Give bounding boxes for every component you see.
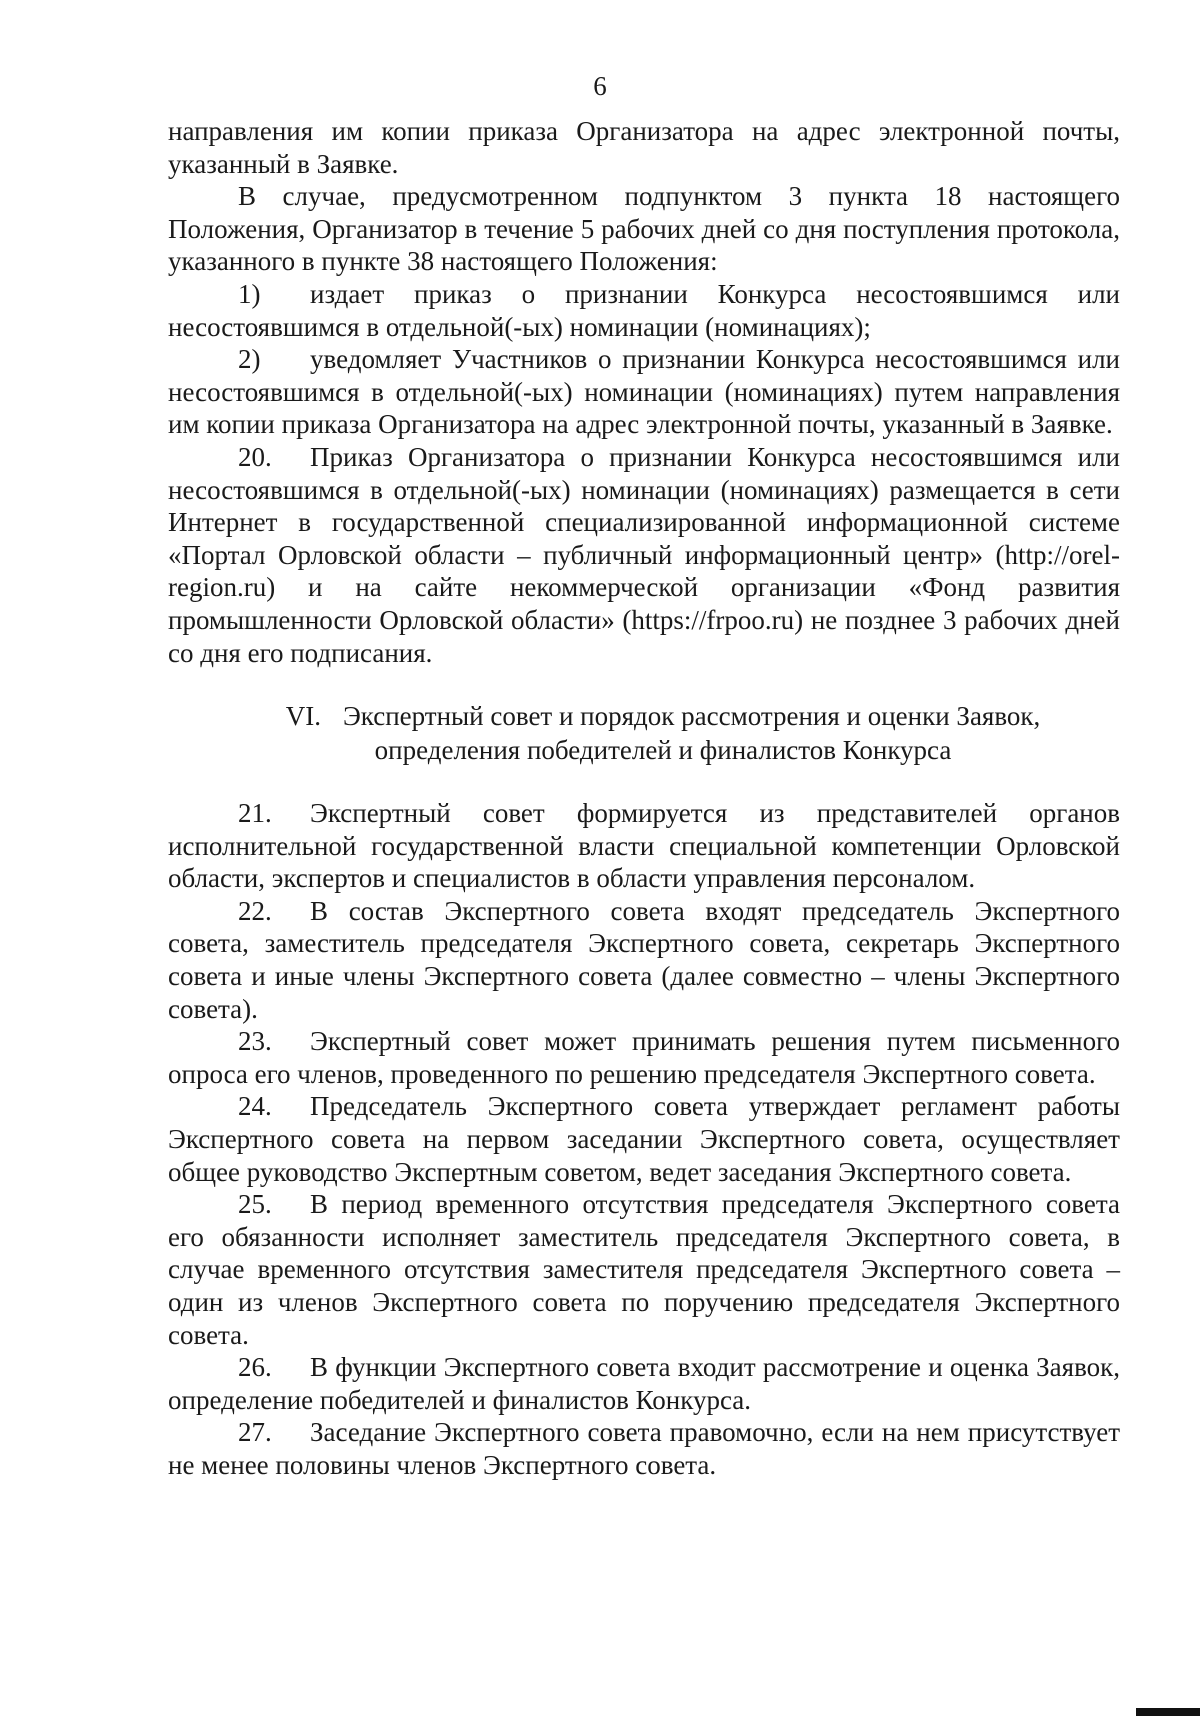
item-text: В период временного отсутствия председателя Экспертного совета его обязанности исполняет заместитель председателя Экспертного совета, в случае временного отсутствия заместителя председателя Экспертного совета – один из членов Экспертного совета по поручению председателя Экспертного совета. bbox=[168, 1189, 1120, 1350]
item-text: издает приказ о признании Конкурса несостоявшимся или несостоявшимся в отдельной(-ых) номинации (номинациях); bbox=[168, 278, 1120, 342]
list-item bbox=[168, 343, 1120, 441]
item-text: Экспертный совет может принимать решения путем письменного опроса его членов, проведенного по решению председателя Экспертного совета. bbox=[168, 1026, 1120, 1089]
item-text: В состав Экспертного совета входят председатель Экспертного совета, заместитель председателя Экспертного совета, секретарь Экспертного совета и иные члены Экспертного совета (далее совместно – члены Экспертного совета). bbox=[168, 895, 1120, 1024]
document-body bbox=[168, 115, 1120, 1482]
item-text: Экспертный совет формируется из представителей органов исполнительной государственной власти специальной компетенции Орловской области, экспертов и специалистов в области управления персоналом. bbox=[168, 798, 1120, 894]
list-item bbox=[168, 278, 1120, 343]
item-number: 1) bbox=[238, 278, 261, 309]
paragraph: В случае, предусмотренном подпунктом 3 пункта 18 настоящего Положения, Организатор в течение 5 рабочих дней со дня поступления протокола, указанного в пункте 38 настоящего Положения: bbox=[168, 181, 1120, 277]
item-number: 24. bbox=[238, 1091, 272, 1122]
list-item bbox=[168, 441, 1120, 669]
list-item bbox=[168, 1351, 1120, 1416]
list-item bbox=[168, 797, 1120, 895]
item-number: 25. bbox=[238, 1189, 272, 1220]
item-text: уведомляет Участников о признании Конкурса несостоявшимся или несостоявшимся в отдельной(-ых) номинации (номинациях) путем направления им копии приказа Организатора на адрес электронной почты, указанный в Заявке. bbox=[168, 344, 1120, 440]
item-text: В функции Экспертного совета входит рассмотрение и оценка Заявок, определение победителей и финалистов Конкурса. bbox=[168, 1352, 1120, 1415]
item-text: Приказ Организатора о признании Конкурса несостоявшимся или несостоявшимся в отдельной(-ых) номинации (номинациях) размещается в сети Интернет в государственной специализированной информационной системе «Портал Орловской области – публичный информационный центр» (http://orel-region.ru) и на сайте некоммерческой организации «Фонд развития промышленности Орловской области» (https://frpoo.ru) не позднее 3 рабочих дней со дня его подписания. bbox=[168, 441, 1120, 668]
item-number: 27. bbox=[238, 1417, 272, 1448]
list-item bbox=[168, 1416, 1120, 1481]
section-number: VI. bbox=[285, 701, 321, 732]
list-item bbox=[168, 1188, 1120, 1351]
item-text: Заседание Экспертного совета правомочно, если на нем присутствует не менее половины членов Экспертного совета. bbox=[168, 1417, 1120, 1480]
section-title-line2: определения победителей и финалистов Конкурса bbox=[374, 735, 952, 766]
page-number: 6 bbox=[593, 71, 607, 101]
section-heading bbox=[168, 699, 1068, 767]
section-title-line1: Экспертный совет и порядок рассмотрения и оценки Заявок, bbox=[342, 701, 1041, 732]
item-text: Председатель Экспертного совета утверждает регламент работы Экспертного совета на первом заседании Экспертного совета, осуществляет общее руководство Экспертным советом, ведет заседания Экспертного совета. bbox=[168, 1091, 1120, 1187]
item-number: 21. bbox=[238, 798, 272, 829]
item-number: 26. bbox=[238, 1352, 272, 1383]
list-item bbox=[168, 1025, 1120, 1090]
list-item bbox=[168, 895, 1120, 1025]
scan-edge-mark bbox=[1136, 1708, 1200, 1716]
item-number: 2) bbox=[238, 344, 261, 375]
paragraph-continuation: направления им копии приказа Организатора на адрес электронной почты, указанный в Заявке. bbox=[168, 116, 1120, 179]
item-number: 22. bbox=[238, 895, 272, 926]
item-number: 23. bbox=[238, 1026, 272, 1057]
item-number: 20. bbox=[238, 441, 272, 472]
list-item bbox=[168, 1090, 1120, 1188]
